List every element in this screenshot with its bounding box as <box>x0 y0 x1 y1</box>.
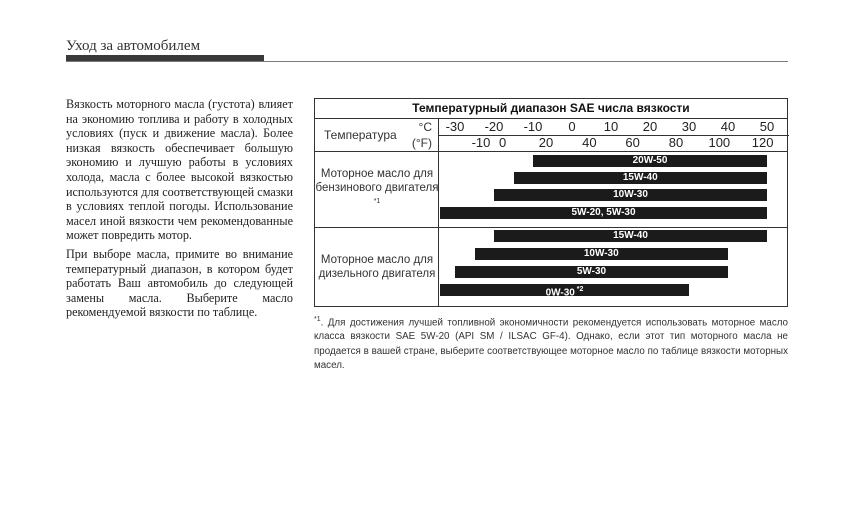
celsius-tick: 40 <box>720 119 736 134</box>
gasoline-label: Моторное масло для бензинового двигателя $^{*1}$ <box>315 168 439 206</box>
viscosity-bar-label: 10W-30 <box>613 189 648 200</box>
fahrenheit-tick: 120 <box>751 135 774 150</box>
viscosity-table <box>314 98 788 307</box>
celsius-tick: 20 <box>642 119 658 134</box>
celsius-tick: 50 <box>759 119 775 134</box>
body-paragraph-2: При выборе масла, примите во внимание температурный диапазон, в котором будет работать Ваш автомобиль до следующей замены масла. Выберите масло рекомендуемой вязкости по таблице. <box>66 246 293 320</box>
footnote-text: . Для достижения лучшей топливной экономичности рекомендуется использовать моторное масло класса вязкости SAE 5W-20 (API SM / ILSAC GF-4). Однако, если этот тип моторного масла не продается в вашей стране, выберите соответствующее моторное масло по таблице вязкости моторных масел. <box>314 317 788 371</box>
fahrenheit-tick: 20 <box>538 135 554 150</box>
temperature-label: Температура <box>324 128 397 142</box>
celsius-tick: 30 <box>681 119 697 134</box>
celsius-tick: 0 <box>568 119 576 134</box>
celsius-tick: -30 <box>445 119 465 134</box>
viscosity-bar-label: 5W-30 <box>576 266 607 277</box>
celsius-tick: -20 <box>484 119 504 134</box>
scale-divider <box>439 135 789 136</box>
header-rule <box>66 61 788 62</box>
table-title: Температурный диапазон SAE числа вязкости <box>315 99 787 119</box>
viscosity-bar-label: 5W-20, 5W-30 <box>571 207 636 218</box>
fahrenheit-tick: 80 <box>668 135 684 150</box>
gasoline-row <box>315 152 787 228</box>
body-text <box>66 97 293 324</box>
viscosity-bar-label: 15W-40 <box>613 230 648 241</box>
fahrenheit-tick: -10 <box>471 135 491 150</box>
bar-footnote-mark: *2 <box>574 286 584 293</box>
celsius-tick: 10 <box>603 119 619 134</box>
fahrenheit-tick: 40 <box>582 135 597 150</box>
fahrenheit-unit: (°F) <box>411 136 432 150</box>
viscosity-bar-label: 20W-50 <box>632 155 668 166</box>
fahrenheit-tick: 100 <box>708 135 731 150</box>
fahrenheit-tick: 60 <box>625 135 640 150</box>
fahrenheit-tick: 0 <box>499 135 507 150</box>
viscosity-bar-label: 0W-30 $^{*2}$ <box>545 286 584 299</box>
footnote-mark: *1 <box>314 316 321 323</box>
celsius-unit: °C <box>418 120 432 134</box>
diesel-label: Моторное масло для дизельного двигателя <box>318 254 436 280</box>
temperature-label-cell <box>315 119 439 151</box>
celsius-tick: -10 <box>523 119 543 134</box>
temperature-row <box>315 119 787 152</box>
gasoline-footnote-mark: *1 <box>373 198 381 206</box>
body-paragraph-1: Вязкость моторного масла (густота) влияет на экономию топлива и работу в холодных условиях (пуск и движение масла). Более низкая вязкость обеспечивает большую экономию и лучшую работы в условиях холода, масла с более высокой вязкостью используются для соответствующей смазки в условиях теплой погоды. Использование масел иной вязкости чем рекомендованные может повредить мотор. <box>66 97 293 243</box>
diesel-row <box>315 228 787 306</box>
page-header-title: Уход за автомобилем <box>66 38 201 54</box>
viscosity-bar-label: 10W-30 <box>583 248 619 259</box>
viscosity-bar-label: 15W-40 <box>622 172 658 183</box>
footnote <box>314 313 788 373</box>
